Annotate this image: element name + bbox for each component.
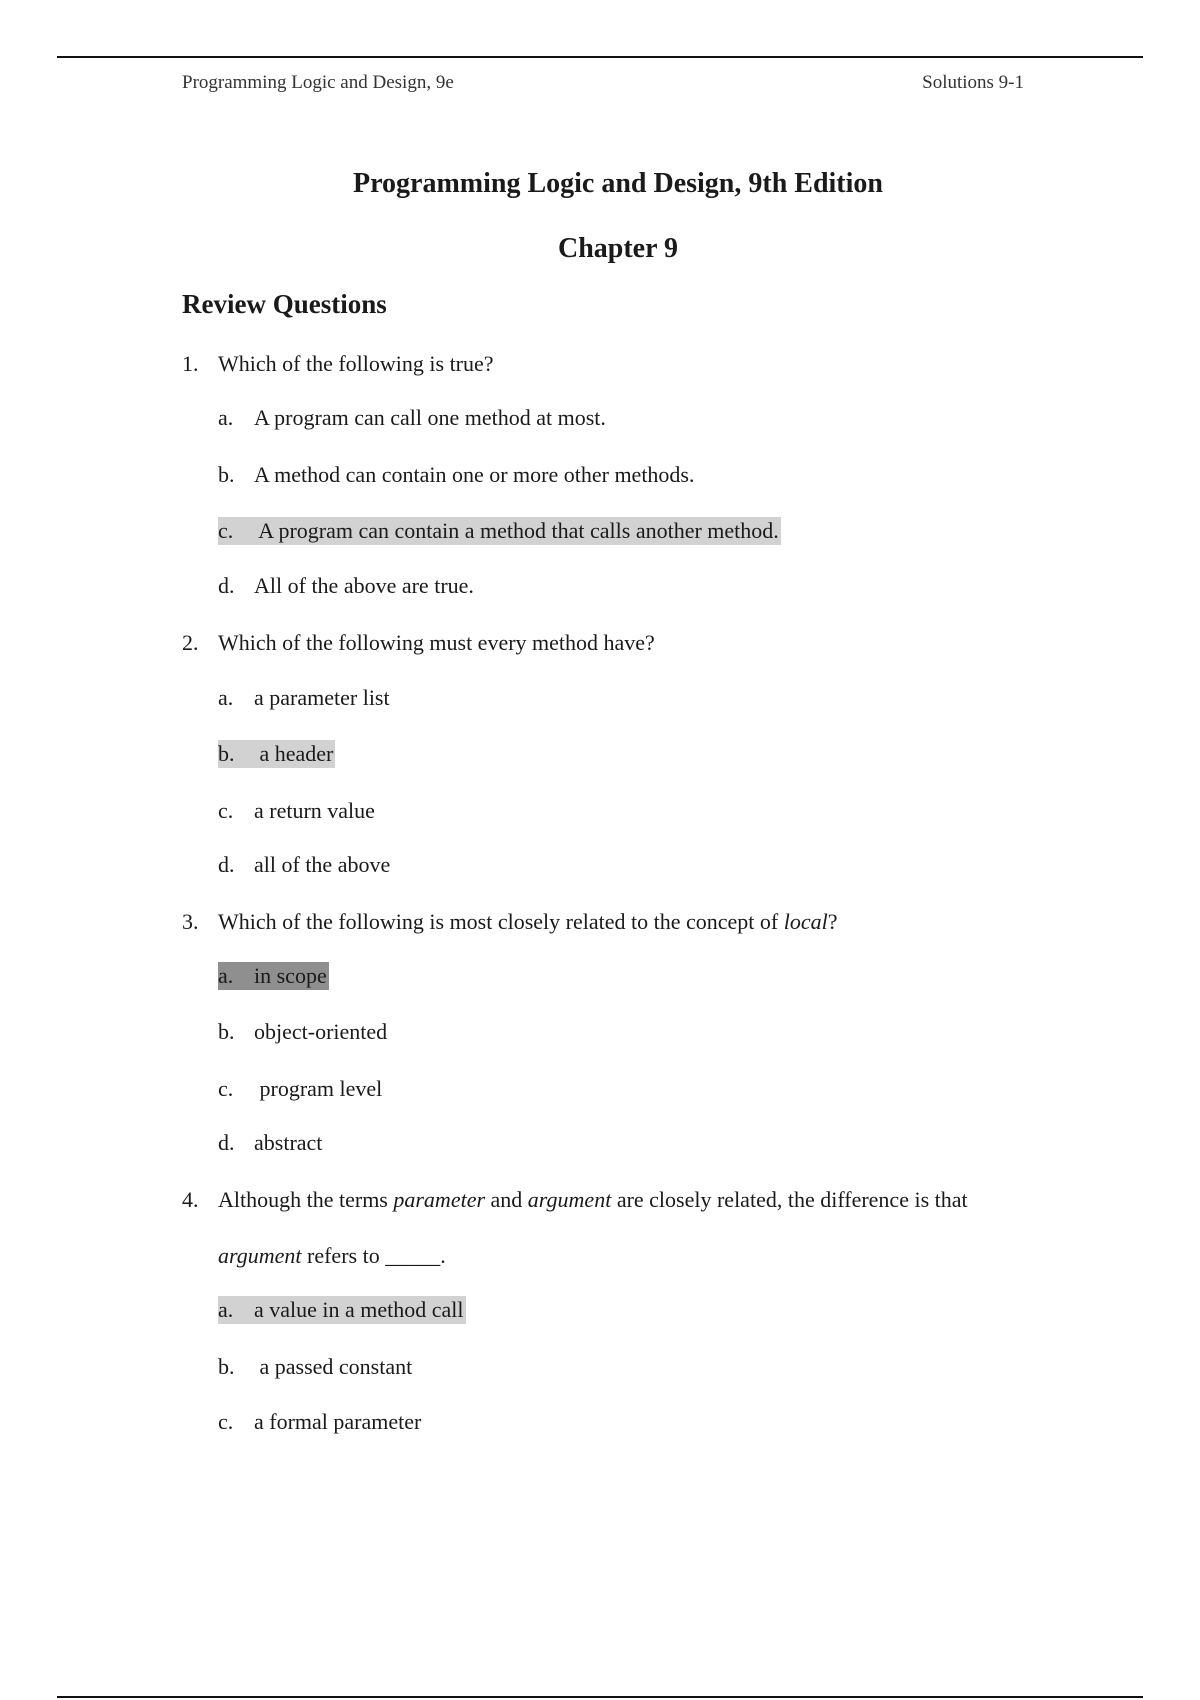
answer-option [218,851,390,879]
option-letter: d. [218,852,235,877]
option-text: a parameter list [254,685,390,710]
option-text: A program can contain a method that calls another method. [254,518,779,543]
top-rule [57,56,1143,58]
option-letter: b. [218,462,235,487]
question-text: Which of the following is true? [218,351,494,376]
running-header-page: Solutions 9-1 [922,72,1024,93]
answer-option [218,404,606,432]
question-text: Which of the following must every method have? [218,630,655,655]
option-letter: c. [218,518,234,543]
option-letter: c. [218,1409,234,1434]
chapter-title: Chapter 9 [557,233,679,264]
option-letter: b. [218,1019,235,1044]
option-letter: b. [218,1354,235,1379]
option-text: a header [254,741,334,766]
option-letter: a. [218,405,234,430]
answer-option [218,572,474,600]
option-letter: a. [218,685,234,710]
option-letter: c. [218,1076,234,1101]
option-text: a passed constant [254,1354,413,1379]
answer-option [218,1075,382,1103]
option-text: All of the above are true. [254,573,474,598]
option-letter: c. [218,798,234,823]
answer-option-highlighted [218,962,329,990]
option-text: program level [254,1076,383,1101]
option-letter: a. [218,1297,234,1322]
answer-option [218,1018,387,1046]
book-title: Programming Logic and Design, 9th Edition [353,168,883,199]
option-text: A method can contain one or more other methods. [254,462,695,487]
option-text: A program can call one method at most. [254,405,606,430]
question-number: 1. [182,351,199,376]
answer-option [218,1129,322,1157]
running-header-book: Programming Logic and Design, 9e [182,72,454,93]
answer-option [218,1353,412,1381]
section-heading: Review Questions [182,289,387,319]
option-letter: d. [218,1130,235,1155]
option-text: a return value [254,798,375,823]
option-text: object-oriented [254,1019,388,1044]
question-text: Although the terms parameter and argument are closely related, the difference is that [218,1187,968,1212]
answer-option [218,461,695,489]
question-number: 2. [182,630,199,655]
option-text: abstract [254,1130,323,1155]
answer-option [218,797,375,825]
answer-option-highlighted [218,1296,466,1324]
question-text-continued: argument refers to _____. [218,1243,446,1268]
option-letter: b. [218,741,235,766]
question-text: Which of the following is most closely related to the concept of local? [218,909,838,934]
question-number: 3. [182,909,199,934]
question-number: 4. [182,1187,199,1212]
answer-option [218,1408,421,1436]
option-text: all of the above [254,852,391,877]
answer-option-highlighted [218,740,335,768]
option-text: in scope [254,963,327,988]
answer-option [218,684,390,712]
bottom-rule [57,1696,1143,1698]
option-text: a value in a method call [254,1297,464,1322]
option-text: a formal parameter [254,1409,422,1434]
answer-option-highlighted [218,517,781,545]
option-letter: a. [218,963,234,988]
option-letter: d. [218,573,235,598]
